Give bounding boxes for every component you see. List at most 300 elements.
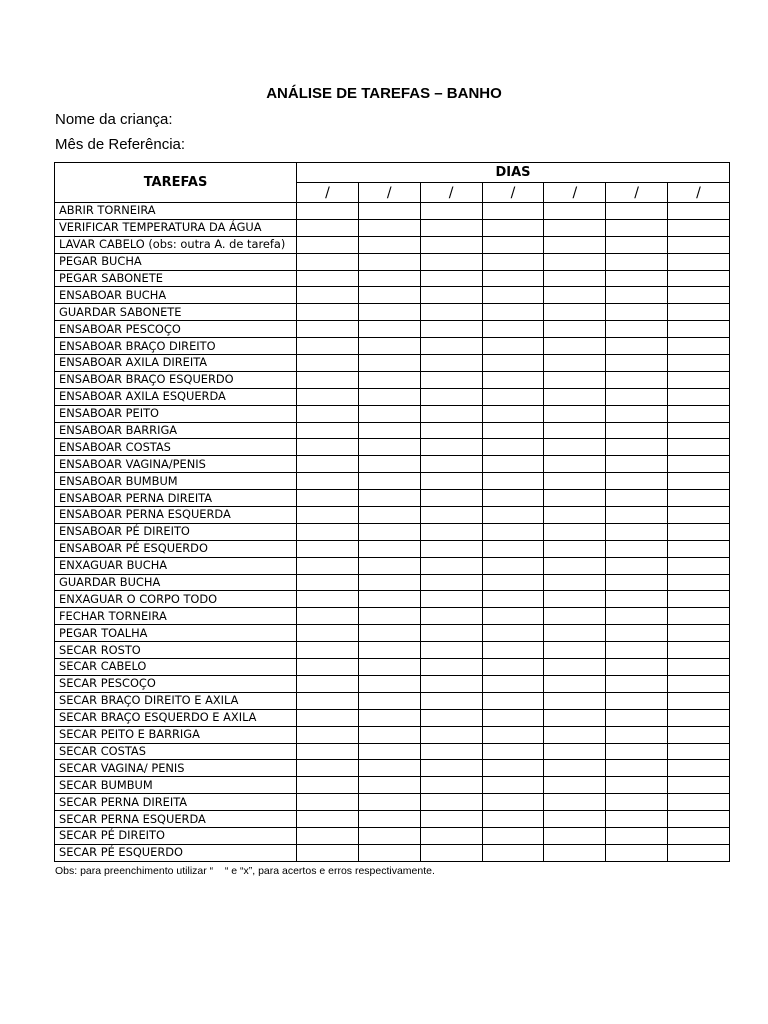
day-cell[interactable] <box>358 692 420 709</box>
day-cell[interactable] <box>297 557 359 574</box>
day-cell[interactable] <box>482 456 544 473</box>
day-cell[interactable] <box>482 422 544 439</box>
day-cell[interactable] <box>482 675 544 692</box>
day-cell[interactable] <box>358 236 420 253</box>
table-row <box>55 456 730 473</box>
day-cell[interactable] <box>297 371 359 388</box>
day-cell[interactable] <box>297 811 359 828</box>
day-cell[interactable] <box>544 540 606 557</box>
day-cell[interactable] <box>420 219 482 236</box>
day-cell[interactable] <box>606 675 668 692</box>
day-cell[interactable] <box>420 794 482 811</box>
day-cell[interactable] <box>544 675 606 692</box>
day-cell[interactable] <box>420 287 482 304</box>
day-cell[interactable] <box>668 642 730 659</box>
day-cell[interactable] <box>606 253 668 270</box>
day-cell[interactable] <box>668 777 730 794</box>
day-cell[interactable] <box>544 574 606 591</box>
day-cell[interactable] <box>606 625 668 642</box>
day-cell[interactable] <box>606 794 668 811</box>
task-label: LAVAR CABELO (obs: outra A. de tarefa) <box>55 236 297 253</box>
table-row <box>55 270 730 287</box>
day-cell[interactable] <box>420 304 482 321</box>
day-cell[interactable] <box>358 743 420 760</box>
day-cell[interactable] <box>544 523 606 540</box>
day-cell[interactable] <box>544 473 606 490</box>
day-cell[interactable] <box>297 591 359 608</box>
day-cell[interactable] <box>544 760 606 777</box>
day-cell[interactable] <box>297 608 359 625</box>
day-cell[interactable] <box>297 270 359 287</box>
day-cell[interactable] <box>482 304 544 321</box>
day-cell[interactable] <box>668 456 730 473</box>
day-cell[interactable] <box>482 439 544 456</box>
day-cell[interactable] <box>668 439 730 456</box>
day-cell[interactable] <box>544 405 606 422</box>
day-cell[interactable] <box>358 405 420 422</box>
day-cell[interactable] <box>358 203 420 220</box>
day-cell[interactable] <box>668 794 730 811</box>
day-cell[interactable] <box>297 675 359 692</box>
day-cell[interactable] <box>420 608 482 625</box>
day-cell[interactable] <box>358 777 420 794</box>
tasks-column-header: TAREFAS <box>55 163 297 203</box>
day-cell[interactable] <box>606 540 668 557</box>
day-cell[interactable] <box>420 439 482 456</box>
day-cell[interactable] <box>668 304 730 321</box>
day-cell[interactable] <box>358 659 420 676</box>
day-cell[interactable] <box>544 304 606 321</box>
day-cell[interactable] <box>668 236 730 253</box>
day-cell[interactable] <box>544 726 606 743</box>
day-cell[interactable] <box>482 236 544 253</box>
document-title: ANÁLISE DE TAREFAS – BANHO <box>266 85 502 102</box>
day-cell[interactable] <box>606 709 668 726</box>
day-cell[interactable] <box>482 557 544 574</box>
day-cell[interactable] <box>358 490 420 507</box>
day-cell[interactable] <box>606 439 668 456</box>
day-cell[interactable] <box>668 371 730 388</box>
day-cell[interactable] <box>482 203 544 220</box>
day-cell[interactable] <box>606 355 668 372</box>
day-cell[interactable] <box>358 456 420 473</box>
task-label: ENSABOAR BARRIGA <box>55 422 297 439</box>
day-cell[interactable] <box>544 709 606 726</box>
day-cell[interactable] <box>606 422 668 439</box>
day-cell[interactable] <box>668 827 730 844</box>
day-cell[interactable] <box>358 827 420 844</box>
day-cell[interactable] <box>668 591 730 608</box>
task-label: ENSABOAR AXILA DIREITA <box>55 355 297 372</box>
day-cell[interactable] <box>482 591 544 608</box>
day-cell[interactable] <box>420 523 482 540</box>
day-cell[interactable] <box>482 540 544 557</box>
day-cell[interactable] <box>606 591 668 608</box>
day-cell[interactable] <box>420 659 482 676</box>
day-cell[interactable] <box>544 794 606 811</box>
day-cell[interactable] <box>606 608 668 625</box>
day-cell[interactable] <box>544 270 606 287</box>
day-cell[interactable] <box>420 557 482 574</box>
day-cell[interactable] <box>544 355 606 372</box>
task-label: VERIFICAR TEMPERATURA DA ÁGUA <box>55 219 297 236</box>
day-cell[interactable] <box>606 219 668 236</box>
day-cell[interactable] <box>358 591 420 608</box>
task-label: GUARDAR SABONETE <box>55 304 297 321</box>
day-cell[interactable] <box>358 844 420 861</box>
day-cell[interactable] <box>358 287 420 304</box>
day-cell[interactable] <box>668 219 730 236</box>
day-cell[interactable] <box>297 490 359 507</box>
day-cell[interactable] <box>297 253 359 270</box>
day-cell[interactable] <box>420 811 482 828</box>
day-cell[interactable] <box>297 287 359 304</box>
day-cell[interactable] <box>482 726 544 743</box>
day-cell[interactable] <box>297 304 359 321</box>
day-cell[interactable] <box>606 811 668 828</box>
day-cell[interactable] <box>606 490 668 507</box>
day-cell[interactable] <box>358 270 420 287</box>
day-cell[interactable] <box>544 811 606 828</box>
day-cell[interactable] <box>420 338 482 355</box>
day-cell[interactable] <box>297 642 359 659</box>
day-cell[interactable] <box>606 203 668 220</box>
observation-note: Obs: para preenchimento utilizar “ “ e “x”, para acertos e erros respectivamente. <box>55 865 435 877</box>
day-cell[interactable] <box>297 338 359 355</box>
day-cell[interactable] <box>297 236 359 253</box>
day-cell[interactable] <box>606 844 668 861</box>
day-cell[interactable] <box>482 490 544 507</box>
day-cell[interactable] <box>297 456 359 473</box>
day-cell[interactable] <box>420 371 482 388</box>
day-cell[interactable] <box>358 557 420 574</box>
day-cell[interactable] <box>668 709 730 726</box>
day-cell[interactable] <box>606 760 668 777</box>
day-cell[interactable] <box>606 304 668 321</box>
day-cell[interactable] <box>420 236 482 253</box>
day-cell[interactable] <box>358 439 420 456</box>
day-cell[interactable] <box>482 270 544 287</box>
day-cell[interactable] <box>482 777 544 794</box>
day-cell[interactable] <box>358 574 420 591</box>
day-cell[interactable] <box>606 726 668 743</box>
day-cell[interactable] <box>297 760 359 777</box>
day-cell[interactable] <box>420 473 482 490</box>
day-cell[interactable] <box>544 321 606 338</box>
day-cell[interactable] <box>544 659 606 676</box>
day-cell[interactable] <box>297 574 359 591</box>
table-row <box>55 709 730 726</box>
day-cell[interactable] <box>420 270 482 287</box>
day-cell[interactable] <box>544 287 606 304</box>
day-cell[interactable] <box>544 777 606 794</box>
day-cell[interactable] <box>606 827 668 844</box>
day-cell[interactable] <box>420 827 482 844</box>
day-cell[interactable] <box>606 659 668 676</box>
day-cell[interactable] <box>668 608 730 625</box>
day-cell[interactable] <box>297 507 359 524</box>
day-cell[interactable] <box>482 355 544 372</box>
day-cell[interactable] <box>606 692 668 709</box>
day-cell[interactable] <box>544 253 606 270</box>
day-cell[interactable] <box>420 591 482 608</box>
day-cell[interactable] <box>358 726 420 743</box>
day-cell[interactable] <box>668 270 730 287</box>
day-cell[interactable] <box>358 388 420 405</box>
day-cell[interactable] <box>482 388 544 405</box>
day-cell[interactable] <box>420 675 482 692</box>
day-cell[interactable] <box>668 253 730 270</box>
day-cell[interactable] <box>606 236 668 253</box>
day-cell[interactable] <box>668 574 730 591</box>
task-label: SECAR COSTAS <box>55 743 297 760</box>
day-cell[interactable] <box>358 219 420 236</box>
day-cell[interactable] <box>482 844 544 861</box>
day-cell[interactable] <box>606 777 668 794</box>
day-cell[interactable] <box>482 811 544 828</box>
table-row <box>55 490 730 507</box>
day-cell[interactable] <box>420 844 482 861</box>
day-cell[interactable] <box>420 540 482 557</box>
day-cell[interactable] <box>606 523 668 540</box>
day-cell[interactable] <box>358 709 420 726</box>
day-cell[interactable] <box>606 642 668 659</box>
day-cell[interactable] <box>297 726 359 743</box>
day-cell[interactable] <box>482 574 544 591</box>
day-cell[interactable] <box>358 253 420 270</box>
day-cell[interactable] <box>668 405 730 422</box>
day-cell[interactable] <box>544 507 606 524</box>
day-cell[interactable] <box>482 287 544 304</box>
day-cell[interactable] <box>668 743 730 760</box>
day-cell[interactable] <box>420 456 482 473</box>
day-cell[interactable] <box>297 777 359 794</box>
day-cell[interactable] <box>297 827 359 844</box>
day-cell[interactable] <box>544 388 606 405</box>
day-cell[interactable] <box>544 490 606 507</box>
day-cell[interactable] <box>358 811 420 828</box>
day-cell[interactable] <box>482 473 544 490</box>
day-cell[interactable] <box>420 388 482 405</box>
day-cell[interactable] <box>668 760 730 777</box>
day-cell[interactable] <box>668 321 730 338</box>
day-cell[interactable] <box>606 405 668 422</box>
day-cell[interactable] <box>668 675 730 692</box>
day-cell[interactable] <box>420 642 482 659</box>
day-cell[interactable] <box>544 439 606 456</box>
day-cell[interactable] <box>606 473 668 490</box>
day-cell[interactable] <box>606 338 668 355</box>
day-cell[interactable] <box>606 371 668 388</box>
day-cell[interactable] <box>668 355 730 372</box>
table-row <box>55 388 730 405</box>
day-cell[interactable] <box>297 388 359 405</box>
task-label: SECAR CABELO <box>55 659 297 676</box>
day-cell[interactable] <box>420 760 482 777</box>
day-cell[interactable] <box>297 625 359 642</box>
day-cell[interactable] <box>420 422 482 439</box>
task-label: ENSABOAR AXILA ESQUERDA <box>55 388 297 405</box>
day-cell[interactable] <box>482 659 544 676</box>
day-cell[interactable] <box>420 692 482 709</box>
day-cell[interactable] <box>668 338 730 355</box>
table-row <box>55 523 730 540</box>
day-cell[interactable] <box>544 557 606 574</box>
day-cell[interactable] <box>420 203 482 220</box>
day-cell[interactable] <box>544 608 606 625</box>
day-cell[interactable] <box>668 692 730 709</box>
task-label: SECAR BRAÇO ESQUERDO E AXILA <box>55 709 297 726</box>
day-cell[interactable] <box>668 422 730 439</box>
task-label: SECAR PÉ DIREITO <box>55 827 297 844</box>
day-cell[interactable] <box>420 490 482 507</box>
day-cell[interactable] <box>482 608 544 625</box>
day-cell[interactable] <box>358 608 420 625</box>
day-cell[interactable] <box>297 523 359 540</box>
day-cell[interactable] <box>606 574 668 591</box>
day-cell[interactable] <box>297 355 359 372</box>
day-cell[interactable] <box>544 203 606 220</box>
day-cell[interactable] <box>668 473 730 490</box>
day-cell[interactable] <box>482 338 544 355</box>
day-column-3: / <box>420 183 482 203</box>
day-cell[interactable] <box>668 557 730 574</box>
day-cell[interactable] <box>297 709 359 726</box>
day-cell[interactable] <box>358 523 420 540</box>
day-cell[interactable] <box>544 844 606 861</box>
day-cell[interactable] <box>420 507 482 524</box>
day-cell[interactable] <box>482 642 544 659</box>
day-cell[interactable] <box>668 625 730 642</box>
day-cell[interactable] <box>297 219 359 236</box>
day-cell[interactable] <box>668 811 730 828</box>
day-cell[interactable] <box>358 507 420 524</box>
day-cell[interactable] <box>482 709 544 726</box>
day-cell[interactable] <box>668 203 730 220</box>
day-cell[interactable] <box>358 642 420 659</box>
day-cell[interactable] <box>482 405 544 422</box>
day-cell[interactable] <box>420 777 482 794</box>
day-cell[interactable] <box>482 743 544 760</box>
day-cell[interactable] <box>482 253 544 270</box>
day-cell[interactable] <box>544 827 606 844</box>
day-cell[interactable] <box>544 219 606 236</box>
day-cell[interactable] <box>544 743 606 760</box>
day-cell[interactable] <box>606 270 668 287</box>
day-cell[interactable] <box>668 287 730 304</box>
day-cell[interactable] <box>668 388 730 405</box>
day-cell[interactable] <box>544 371 606 388</box>
day-cell[interactable] <box>606 456 668 473</box>
day-cell[interactable] <box>482 760 544 777</box>
day-cell[interactable] <box>606 557 668 574</box>
day-cell[interactable] <box>420 709 482 726</box>
day-cell[interactable] <box>358 321 420 338</box>
day-cell[interactable] <box>297 422 359 439</box>
day-cell[interactable] <box>358 422 420 439</box>
task-label: SECAR PEITO E BARRIGA <box>55 726 297 743</box>
day-cell[interactable] <box>606 388 668 405</box>
day-cell[interactable] <box>358 625 420 642</box>
day-cell[interactable] <box>297 439 359 456</box>
day-cell[interactable] <box>482 794 544 811</box>
day-cell[interactable] <box>358 794 420 811</box>
day-cell[interactable] <box>606 321 668 338</box>
day-cell[interactable] <box>297 794 359 811</box>
day-cell[interactable] <box>482 625 544 642</box>
day-cell[interactable] <box>668 507 730 524</box>
day-cell[interactable] <box>297 540 359 557</box>
day-cell[interactable] <box>358 355 420 372</box>
day-cell[interactable] <box>358 304 420 321</box>
day-cell[interactable] <box>420 253 482 270</box>
day-cell[interactable] <box>668 540 730 557</box>
day-cell[interactable] <box>544 642 606 659</box>
day-cell[interactable] <box>482 219 544 236</box>
task-label: ENXAGUAR BUCHA <box>55 557 297 574</box>
day-cell[interactable] <box>606 743 668 760</box>
day-cell[interactable] <box>358 540 420 557</box>
day-cell[interactable] <box>544 236 606 253</box>
day-cell[interactable] <box>420 743 482 760</box>
day-cell[interactable] <box>297 659 359 676</box>
day-cell[interactable] <box>420 625 482 642</box>
day-cell[interactable] <box>358 675 420 692</box>
day-cell[interactable] <box>482 507 544 524</box>
day-cell[interactable] <box>420 355 482 372</box>
day-cell[interactable] <box>482 321 544 338</box>
day-cell[interactable] <box>420 574 482 591</box>
day-cell[interactable] <box>668 844 730 861</box>
table-row <box>55 422 730 439</box>
day-cell[interactable] <box>544 456 606 473</box>
day-cell[interactable] <box>297 405 359 422</box>
day-cell[interactable] <box>297 473 359 490</box>
day-cell[interactable] <box>544 338 606 355</box>
day-cell[interactable] <box>482 371 544 388</box>
day-cell[interactable] <box>297 692 359 709</box>
day-cell[interactable] <box>482 827 544 844</box>
day-cell[interactable] <box>544 625 606 642</box>
day-cell[interactable] <box>297 321 359 338</box>
day-cell[interactable] <box>606 507 668 524</box>
table-row <box>55 726 730 743</box>
day-cell[interactable] <box>297 844 359 861</box>
day-cell[interactable] <box>297 203 359 220</box>
day-cell[interactable] <box>482 523 544 540</box>
day-cell[interactable] <box>420 321 482 338</box>
day-cell[interactable] <box>544 692 606 709</box>
table-row <box>55 777 730 794</box>
day-cell[interactable] <box>420 405 482 422</box>
table-row <box>55 608 730 625</box>
day-cell[interactable] <box>297 743 359 760</box>
task-label: GUARDAR BUCHA <box>55 574 297 591</box>
day-cell[interactable] <box>420 726 482 743</box>
day-cell[interactable] <box>668 726 730 743</box>
day-cell[interactable] <box>668 523 730 540</box>
day-cell[interactable] <box>358 473 420 490</box>
day-cell[interactable] <box>358 760 420 777</box>
day-cell[interactable] <box>482 692 544 709</box>
day-cell[interactable] <box>544 591 606 608</box>
day-cell[interactable] <box>606 287 668 304</box>
day-cell[interactable] <box>668 659 730 676</box>
day-cell[interactable] <box>668 490 730 507</box>
day-cell[interactable] <box>544 422 606 439</box>
day-cell[interactable] <box>358 371 420 388</box>
day-cell[interactable] <box>358 338 420 355</box>
